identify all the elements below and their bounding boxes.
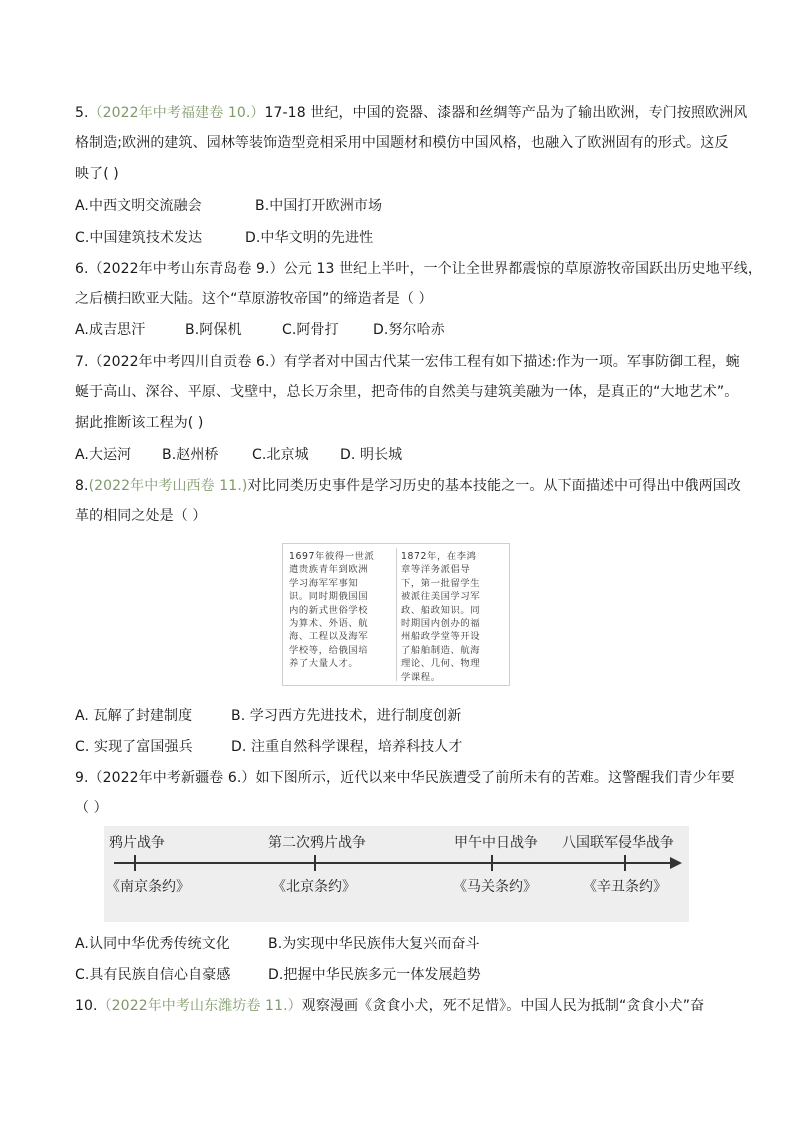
- q10-text: 观察漫画《贪食小犬，死不足惜》。中国人民为抵制“贪食小犬”奋: [301, 998, 705, 1014]
- timeline-war-2: 第二次鸦片战争: [268, 835, 366, 851]
- q7-option-c[interactable]: C.北京城: [252, 447, 309, 463]
- timeline-war-3: 甲午中日战争: [454, 835, 538, 851]
- q5-options-row1: [75, 196, 382, 216]
- q5-options-row2: [75, 228, 373, 248]
- q9-options-row2: [75, 965, 481, 985]
- q8-china-text: 1872年，在李鸿 章等洋务派倡导 下，第一批留学生 被派往美国学习军 政、船政知识。同 时期国内创办的福 州船政学堂等开设 了船舶制造、航海 理论、几何、物理 学课程。: [401, 551, 481, 683]
- q6-options: [75, 320, 445, 340]
- timeline-war-4: 八国联军侵华战争: [562, 835, 674, 851]
- q7-option-a[interactable]: A.大运河: [75, 447, 132, 463]
- q5-line3: 映了( ): [75, 166, 119, 182]
- q7-line1: 7.（2022年中考四川自贡卷 6.）有学者对中国古代某一宏伟工程有如下描述:作为一项。军事防御工程，蜿: [75, 354, 740, 370]
- q10-number: 10.: [75, 998, 98, 1014]
- q10-line1: [75, 996, 704, 1016]
- q5-line2: 格制造;欧洲的建筑、园林等装饰造型竞相采用中国题材和模仿中国风格，也融入了欧洲固有的形式。这反: [75, 135, 729, 151]
- q9-timeline-figure: [104, 826, 689, 922]
- q9-option-c[interactable]: C.具有民族自信心自豪感: [75, 967, 231, 983]
- q8-line2: 革的相同之处是（ ）: [75, 508, 207, 524]
- q8-number: 8.: [75, 478, 89, 494]
- q9-option-b[interactable]: B.为实现中华民族伟大复兴而奋斗: [268, 936, 480, 952]
- q5-source: （2022年中考福建卷 10.）: [88, 105, 265, 121]
- q5-option-a[interactable]: A.中西文明交流融会: [75, 198, 202, 214]
- q8-russia-text: 1697年彼得一世派 遣贵族青年到欧洲 学习海军军事知 识。同时期俄国国 内的新式世俗学校 为算术、外语、航 海、工程以及海军 学校等，给俄国培 养了大量人才。: [289, 551, 375, 670]
- q7-options: [75, 445, 402, 465]
- q5-text: 17-18 世纪，中国的瓷器、漆器和丝绸等产品为了输出欧洲，专门按照欧洲风: [264, 105, 748, 121]
- q9-option-d[interactable]: D.把握中华民族多元一体发展趋势: [268, 967, 481, 983]
- q5-number: 5.: [75, 105, 89, 121]
- q5-option-b[interactable]: B.中国打开欧洲市场: [255, 198, 383, 214]
- q6-option-b[interactable]: B.阿保机: [185, 322, 242, 338]
- q7-line2: 蜒于高山、深谷、平原、戈壁中，总长万余里，把奇伟的自然美与建筑美融为一体，是真正的“大地艺术”。: [75, 384, 739, 400]
- q8-option-a[interactable]: A. 瓦解了封建制度: [75, 708, 193, 724]
- q9-line1: 9.（2022年中考新疆卷 6.）如下图所示，近代以来中华民族遭受了前所未有的苦难。这警醒我们青少年要: [75, 770, 735, 786]
- q5-line1: [75, 103, 747, 123]
- q7-option-d[interactable]: D. 明长城: [340, 447, 403, 463]
- q5-option-d[interactable]: D.中华文明的先进性: [245, 230, 374, 246]
- q8-line1: [75, 476, 741, 496]
- timeline-war-1: 鸦片战争: [109, 835, 165, 851]
- timeline-axis: [114, 862, 674, 864]
- q8-text: 对比同类历史事件是学习历史的基本技能之一。从下面描述中可得出中俄两国改: [247, 478, 741, 494]
- q8-option-d[interactable]: D. 注重自然科学课程，培养科技人才: [231, 739, 463, 755]
- q6-line2: 之后横扫欧亚大陆。这个“草原游牧帝国”的缔造者是（ ）: [75, 291, 433, 307]
- timeline-arrow-icon: [670, 857, 682, 869]
- q9-line2: （ ）: [75, 800, 108, 816]
- q8-figure-divider: [396, 548, 397, 681]
- q8-options-row2: [75, 737, 462, 757]
- timeline-treaty-4: 《辛丑条约》: [583, 879, 667, 895]
- timeline-treaty-3: 《马关条约》: [453, 879, 537, 895]
- q7-option-b[interactable]: B.赵州桥: [162, 447, 219, 463]
- q6-option-c[interactable]: C.阿骨打: [282, 322, 339, 338]
- q8-option-b[interactable]: B. 学习西方先进技术，进行制度创新: [231, 708, 462, 724]
- q10-source: （2022年中考山东潍坊卷 11.）: [97, 998, 302, 1014]
- q6-option-a[interactable]: A.成吉思汗: [75, 322, 146, 338]
- q7-line3: 据此推断该工程为( ): [75, 415, 204, 431]
- q8-option-c[interactable]: C. 实现了富国强兵: [75, 739, 193, 755]
- timeline-tick: [134, 855, 136, 871]
- q5-option-c[interactable]: C.中国建筑技术发达: [75, 230, 203, 246]
- q8-comparison-figure: [282, 543, 510, 686]
- timeline-treaty-1: 《南京条约》: [106, 879, 190, 895]
- timeline-tick: [624, 855, 626, 871]
- timeline-treaty-2: 《北京条约》: [272, 879, 356, 895]
- q6-line1: 6.（2022年中考山东青岛卷 9.）公元 13 世纪上半叶，一个让全世界都震惊的草原游牧帝国跃出历史地平线，: [75, 261, 763, 277]
- timeline-tick: [314, 855, 316, 871]
- q8-options-row1: [75, 706, 461, 726]
- q9-option-a[interactable]: A.认同中华优秀传统文化: [75, 936, 230, 952]
- timeline-tick: [491, 855, 493, 871]
- q8-source: (2022年中考山西卷 11.): [88, 478, 248, 494]
- q6-option-d[interactable]: D.努尔哈赤: [373, 322, 445, 338]
- q9-options-row1: [75, 934, 480, 954]
